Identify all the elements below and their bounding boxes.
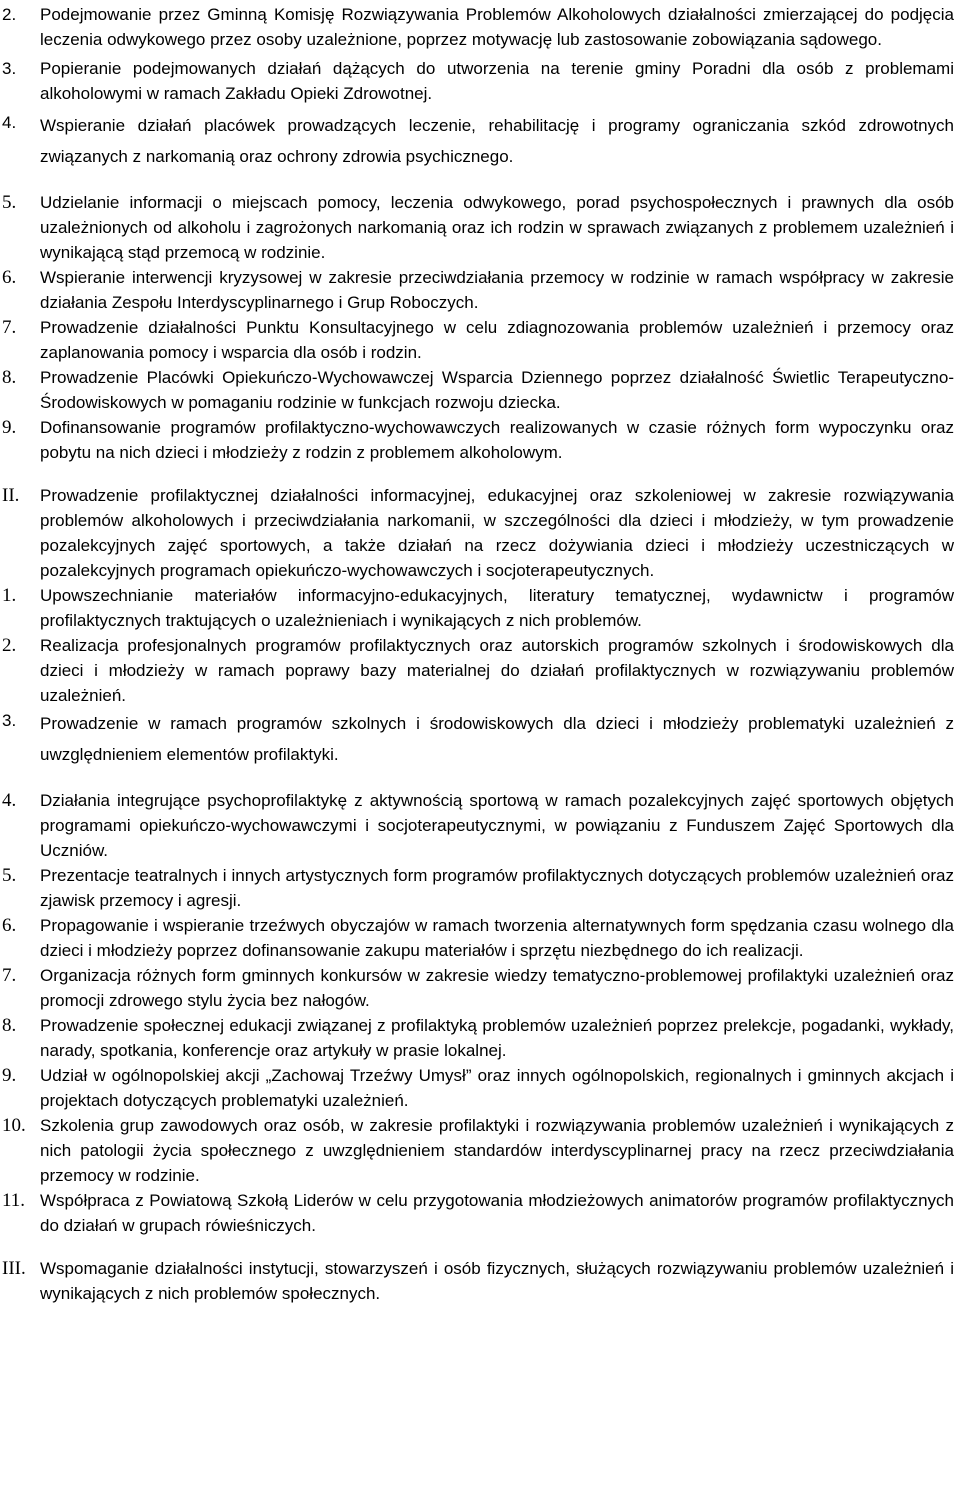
section-text: Wspomaganie działalności instytucji, stowarzyszeń i osób fizycznych, służących rozwiązywaniu problemów uzależnień i wynikających z nich problemów społecznych.	[40, 1259, 954, 1303]
item-number: 2.	[2, 5, 17, 24]
section-number: III.	[2, 1258, 26, 1279]
list-item	[0, 633, 960, 708]
item-number: 7.	[2, 317, 17, 338]
item-number: 7.	[2, 965, 17, 986]
item-number: 4.	[2, 113, 17, 132]
section-number: II.	[2, 485, 20, 506]
item-number: 6.	[2, 915, 17, 936]
item-text: Prowadzenie w ramach programów szkolnych i środowiskowych dla dzieci i młodzieży problematyki uzależnień z uwzględnieniem elementów profilaktyki.	[40, 714, 954, 764]
list-item	[0, 1113, 960, 1188]
item-number: 9.	[2, 417, 17, 438]
item-number: 10.	[2, 1115, 26, 1136]
item-text: Działania integrujące psychoprofilaktykę z aktywnością sportową w ramach pozalekcyjnych zajęć sportowych objętych programami opiekuńczo-wychowawczymi i socjoterapeutycznymi, w powiązaniu z Funduszem Zajęć Sportowych dla Uczniów.	[40, 791, 954, 860]
item-text: Wspieranie działań placówek prowadzących leczenie, rehabilitację i programy ograniczania szkód zdrowotnych związanych z narkomanią oraz ochrony zdrowia psychicznego.	[40, 116, 954, 166]
item-text: Organizacja różnych form gminnych konkursów w zakresie wiedzy tematyczno-problemowej profilaktyki uzależnień oraz promocji zdrowego stylu życia bez nałogów.	[40, 966, 954, 1010]
section-ii-heading	[0, 483, 960, 583]
item-text: Szkolenia grup zawodowych oraz osób, w zakresie profilaktyki i rozwiązywania problemów uzależnień i wynikających z nich patologii życia społecznego z uwzględnieniem standardów interdyscyplinarnej pracy na rzecz przeciwdziałania przemocy w rodzinie.	[40, 1116, 954, 1185]
item-text: Podejmowanie przez Gminną Komisję Rozwiązywania Problemów Alkoholowych działalności zmierzającej do podjęcia leczenia odwykowego przez osoby uzależnione, poprzez motywację lub zastosowanie zobowiązania sądowego.	[40, 5, 954, 49]
item-text: Współpraca z Powiatową Szkołą Liderów w celu przygotowania młodzieżowych animatorów programów profilaktycznych do działań w grupach rówieśniczych.	[40, 1191, 954, 1235]
list-item	[0, 583, 960, 633]
item-text: Wspieranie interwencji kryzysowej w zakresie przeciwdziałania przemocy w rodzinie w ramach współpracy w zakresie działania Zespołu Interdyscyplinarnego i Grup Roboczych.	[40, 268, 954, 312]
item-number: 5.	[2, 865, 17, 886]
list-item	[0, 1013, 960, 1063]
item-text: Prowadzenie Placówki Opiekuńczo-Wychowawczej Wsparcia Dziennego poprzez działalność Świetlic Terapeutyczno-Środowiskowych w pomaganiu rodzinie w funkcjach rozwoju dziecka.	[40, 368, 954, 412]
list-item	[0, 963, 960, 1013]
item-number: 11.	[2, 1190, 26, 1211]
list-item	[0, 110, 960, 172]
list-item	[0, 190, 960, 265]
item-number: 5.	[2, 192, 17, 213]
section-text: Prowadzenie profilaktycznej działalności informacyjnej, edukacyjnej oraz szkoleniowej w zakresie rozwiązywania problemów alkoholowych i przeciwdziałania narkomanii, w szczególności dla dzieci i młodzieży, w tym prowadzenie pozalekcyjnych zajęć sportowych, a także działań na rzecz dożywiania dzieci i młodzieży uczestniczących w pozalekcyjnych programach opiekuńczo-wychowawczych i socjoterapeutycznych.	[40, 486, 954, 580]
item-text: Udzielanie informacji o miejscach pomocy, leczenia odwykowego, porad psychospołecznych i prawnych dla osób uzależnionych od alkoholu i zagrożonych narkomanią oraz ich rodzin w sprawach związanych z problemem uzależnień i wynikającą stąd przemocą w rodzinie.	[40, 193, 954, 262]
item-text: Prowadzenie działalności Punktu Konsultacyjnego w celu zdiagnozowania problemów uzależnień i przemocy oraz zaplanowania pomocy i wsparcia dla osób i rodzin.	[40, 318, 954, 362]
section-iii-heading	[0, 1256, 960, 1306]
item-number: 8.	[2, 1015, 17, 1036]
list-item	[0, 365, 960, 415]
list-item	[0, 708, 960, 770]
list-item	[0, 315, 960, 365]
item-text: Prowadzenie społecznej edukacji związanej z profilaktyką problemów uzależnień poprzez prelekcje, pogadanki, wykłady, narady, spotkania, konferencje oraz artykuły w prasie lokalnej.	[40, 1016, 954, 1060]
list-item	[0, 265, 960, 315]
list-item	[0, 1063, 960, 1113]
item-number: 4.	[2, 790, 17, 811]
item-number: 1.	[2, 585, 17, 606]
item-text: Udział w ogólnopolskiej akcji „Zachowaj Trzeźwy Umysł” oraz innych ogólnopolskich, regionalnych i gminnych akcjach i projektach dotyczących problematyki uzależnień.	[40, 1066, 954, 1110]
item-number: 3.	[2, 711, 17, 730]
item-text: Popieranie podejmowanych działań dążących do utworzenia na terenie gminy Poradni dla osób z problemami alkoholowymi w ramach Zakładu Opieki Zdrowotnej.	[40, 59, 954, 103]
item-text: Dofinansowanie programów profilaktyczno-wychowawczych realizowanych w czasie różnych form wypoczynku oraz pobytu na nich dzieci i młodzieży z rodzin z problemem alkoholowym.	[40, 418, 954, 462]
list-item	[0, 415, 960, 465]
item-text: Propagowanie i wspieranie trzeźwych obyczajów w ramach tworzenia alternatywnych form spędzania czasu wolnego dla dzieci i młodzieży poprzez dofinansowanie zakupu materiałów i sprzętu niezbędnego do ich realizacji.	[40, 916, 954, 960]
item-number: 8.	[2, 367, 17, 388]
item-text: Upowszechnianie materiałów informacyjno-edukacyjnych, literatury tematycznej, wydawnictw i programów profilaktycznych traktujących o uzależnieniach i wynikających z nich problemów.	[40, 586, 954, 630]
list-item	[0, 56, 960, 106]
item-number: 3.	[2, 59, 17, 78]
item-number: 9.	[2, 1065, 17, 1086]
list-item	[0, 863, 960, 913]
list-item	[0, 2, 960, 52]
item-text: Prezentacje teatralnych i innych artystycznych form programów profilaktycznych dotyczących problemów uzależnień oraz zjawisk przemocy i agresji.	[40, 866, 954, 910]
item-text: Realizacja profesjonalnych programów profilaktycznych oraz autorskich programów szkolnych i środowiskowych dla dzieci i młodzieży w ramach poprawy bazy materialnej do działań profilaktycznych w rozwiązywaniu problemów uzależnień.	[40, 636, 954, 705]
list-item	[0, 788, 960, 863]
item-number: 2.	[2, 635, 17, 656]
list-item	[0, 1188, 960, 1238]
list-item	[0, 913, 960, 963]
item-number: 6.	[2, 267, 17, 288]
